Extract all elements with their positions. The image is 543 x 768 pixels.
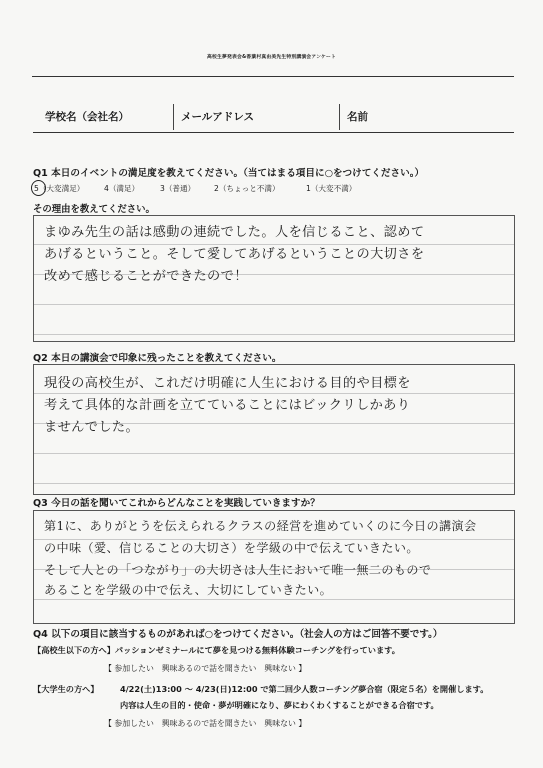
field-divider [339, 104, 340, 130]
q3-answer-box [33, 510, 515, 624]
q1-answer-box [33, 215, 515, 342]
school-label: 学校名（会社名） [45, 111, 129, 123]
university-description: 内容は人生の目的・使命・夢が明確になり、夢にわくわくすることができる合宿です。 [120, 700, 439, 710]
email-label: メールアドレス [181, 111, 254, 123]
field-divider [173, 104, 174, 130]
q2-answer-line: ませんでした。 [44, 420, 140, 435]
q2-answer-box [33, 364, 515, 495]
q1-answer-line: 改めて感じることができたので！ [44, 269, 248, 284]
university-options: 【 参加したい 興味あるので話を聞きたい 興味ない 】 [104, 719, 307, 728]
university-label: 【大学生の方へ】 [33, 684, 99, 694]
rating-option-5: 5（大変満足） [34, 184, 85, 193]
q3-answer-line: あることを学級の中で伝え、大切にしていきたい。 [44, 583, 333, 597]
rating-option-3: 3（普通） [160, 184, 196, 193]
university-schedule: 4/22(土)13:00 ～ 4/23(日)12:00 で第二回少人数コーチング夢合宿（限定５名）を開催します。 [120, 684, 489, 694]
q3-answer-line: そして人との「つながり」の大切さは人生において唯一無二のもので [44, 563, 432, 577]
q3-question: Q3 今日の話を聞いてこれからどんなことを実践していきますか？ [33, 498, 320, 509]
name-label: 名前 [347, 111, 368, 123]
rating-option-1: 1（大変不満） [306, 184, 357, 193]
high-school-options: 【 参加したい 興味あるので話を聞きたい 興味ない 】 [104, 664, 307, 673]
q2-answer-line: 考えて具体的な計画を立てていることにはビックリしかあり [44, 398, 411, 413]
selected-rating-circle [31, 180, 46, 196]
q3-answer-line: の中味（愛、信じることの大切さ）を学級の中で伝えていきたい。 [44, 541, 419, 555]
rating-option-2: 2（ちょっと不満） [214, 184, 280, 193]
title-underline [32, 76, 514, 77]
q4-question: Q4 以下の項目に該当するものがあれば○をつけてください。（社会人の方はご回答不要です。） [33, 629, 443, 640]
respondent-info-row [33, 102, 514, 133]
rating-option-4: 4（満足） [104, 184, 140, 193]
q1-question: Q1 本日のイベントの満足度を教えてください。（当てはまる項目に○をつけてください。） [33, 168, 425, 179]
q1-answer-line: あげるということ。そして愛してあげるということの大切さを [44, 247, 425, 262]
high-school-intro: 【高校生以下の方へ】パッションゼミナールにて夢を見つける無料体験コーチングを行っています。 [33, 645, 400, 655]
q2-answer-line: 現役の高校生が、これだけ明確に人生における目的や目標を [44, 376, 411, 391]
q2-question: Q2 本日の講演会で印象に残ったことを教えてください。 [33, 353, 282, 364]
q1-answer-line: まゆみ先生の話は感動の連続でした。人を信じること、認めて [44, 225, 425, 240]
page-title: 高校生夢発表会&香葉村真由美先生特別講演会アンケート [206, 55, 337, 60]
q1-reason-label: その理由を教えてください。 [33, 204, 155, 215]
q3-answer-line: 第1に、ありがとうを伝えられるクラスの経営を進めていくのに今日の講演会 [44, 519, 477, 533]
